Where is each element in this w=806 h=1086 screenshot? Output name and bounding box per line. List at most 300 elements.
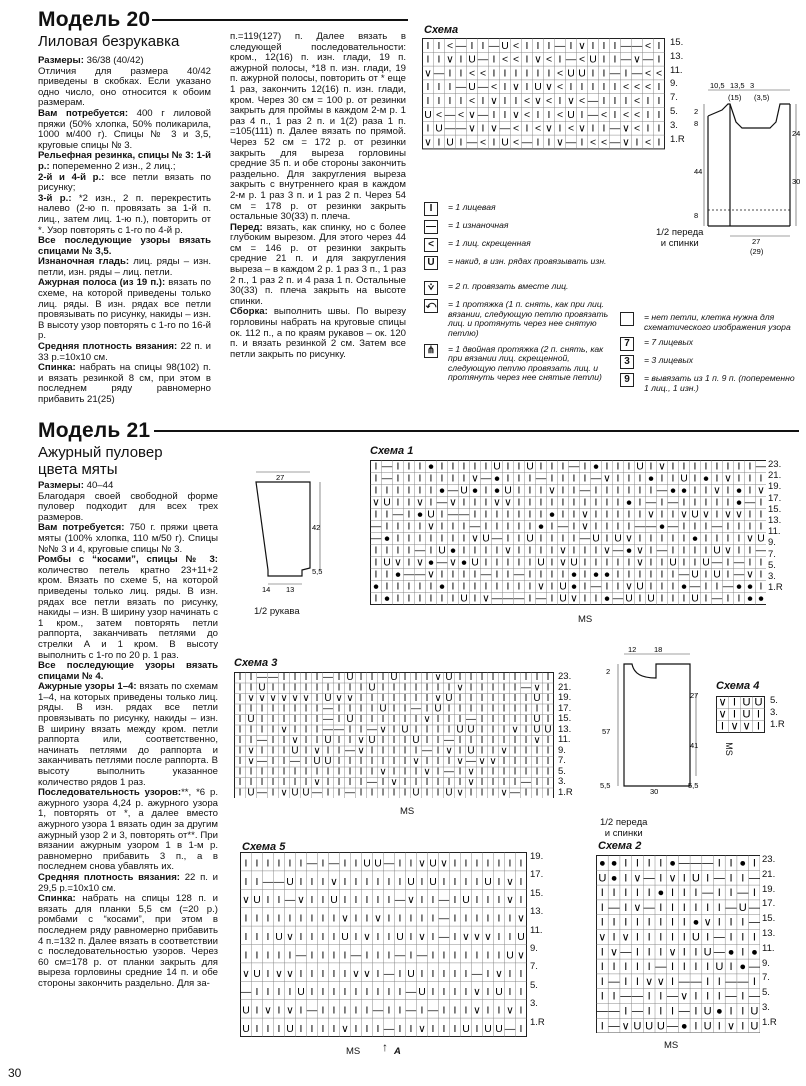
dim-12: 27 [752,237,761,246]
stitch-symbol: — [345,787,355,798]
stitch-symbol: I [387,913,391,925]
stitch-symbol: ∨ [495,968,503,980]
stitch-symbol: I [414,724,418,736]
paragraph-text: набрать на спицы 128 п. и вязать для планки 5,5 см (=20 р.) ромбами с “косами”, при этом в последнем ряду равномерно прибавить 4 п.=132 п. Далее вязать в соответствии с последовательностью узоров. Через 60 см=178 р. от планки закрыть для выреза горловины средние 14 п. и обе стороны закончить раздельно. Для за- [38,893,219,989]
stitch-symbol: U [567,109,575,121]
stitch-symbol: I [519,876,523,888]
stitch-symbol: I [315,672,319,684]
stitch-symbol: I [550,581,554,593]
stitch-symbol: I [475,1023,479,1035]
stitch-symbol: I [550,569,554,581]
stitch-symbol: I [627,461,631,473]
row-number: 13. [530,906,544,918]
stitch-symbol: U [341,931,349,943]
paragraph [38,151,211,172]
stitch-symbol: — [642,54,654,66]
stitch-symbol: ∨ [335,693,343,705]
stitch-symbol: I [539,569,543,581]
stitch-symbol: — [521,777,531,789]
stitch-symbol: I [528,557,532,569]
stitch-symbol: I [249,672,253,684]
stitch-symbol: I [591,82,595,94]
stitch-symbol: I [418,473,422,485]
stitch-symbol: U [427,509,435,521]
stitch-symbol: — [666,990,679,1003]
stitch-symbol: I [453,876,457,888]
stitch-symbol: I [447,777,451,789]
stitch-symbol: I [484,545,488,557]
stitch-symbol: I [282,714,286,726]
schema2-grid [596,855,760,1033]
row-number: 15. [530,887,544,899]
paragraph-text: Благодаря своей свободной форме пуловер подходит для всех трех размеров. [38,490,218,523]
stitch-symbol: I [442,1005,446,1017]
stitch-symbol: U [286,1023,294,1035]
stitch-symbol: I [407,557,411,569]
stitch-symbol: I [238,735,242,747]
schema3-grid [234,672,556,798]
stitch-symbol: ∨ [379,766,387,778]
stitch-symbol: I [374,593,378,605]
stitch-symbol: I [376,987,380,999]
stitch-symbol: — [620,40,632,52]
stitch-symbol: I [458,766,462,778]
stitch-symbol: — [702,857,714,870]
stitch-symbol: I [729,1005,733,1018]
stitch-symbol: I [244,876,248,888]
stitch-symbol: I [293,724,297,736]
stitch-symbol: I [271,682,275,694]
stitch-symbol: — [713,946,725,959]
stitch-symbol: I [343,858,347,870]
stitch-symbol: ∨ [449,557,457,569]
stitch-symbol: I [627,485,631,497]
row-number: 3. [670,119,678,131]
stitch-symbol: I [649,485,653,497]
stitch-symbol: I [486,858,490,870]
stitch-symbol: — [590,473,602,485]
stitch-symbol: I [539,497,543,509]
stitch-symbol: — [422,745,432,757]
body-dim-7: 5,5 [600,781,611,790]
stitch-symbol: I [365,950,369,962]
paragraph [230,32,406,223]
stitch-symbol: I [600,1020,604,1033]
stitch-symbol: < [600,137,608,149]
stitch-symbol: I [726,593,730,605]
stitch-symbol: I [403,766,407,778]
stitch-symbol: I [238,714,242,726]
stitch-symbol: I [447,682,451,694]
stitch-symbol: I [491,672,495,684]
stitch-symbol: I [503,95,507,107]
stitch-symbol: I [473,581,477,593]
stitch-symbol: I [448,82,452,94]
stitch-symbol: I [502,682,506,694]
row-number: 13. [558,723,572,735]
stitch-symbol: I [519,1005,523,1017]
stitch-symbol: I [539,545,543,557]
stitch-symbol: ∨ [482,593,490,605]
stitch-symbol: < [545,54,553,66]
stitch-symbol: I [612,887,616,900]
paragraph-text: 22 п. и 33 р.=10х10 см. [38,341,211,363]
stitch-symbol: I [638,569,642,581]
stitch-symbol: I [613,109,617,121]
stitch-symbol: I [605,509,609,521]
stitch-symbol: I [647,946,651,959]
stitch-symbol: I [271,714,275,726]
stitch-symbol: ∨ [621,1020,630,1033]
stitch-symbol: ∨ [394,557,402,569]
stitch-symbol: I [431,950,435,962]
stitch-symbol: I [503,82,507,94]
stitch-symbol: I [398,876,402,888]
stitch-symbol: I [407,485,411,497]
stitch-symbol: I [321,931,325,943]
stitch-symbol: I [293,672,297,684]
stitch-symbol: I [535,745,539,757]
stitch-symbol: I [748,509,752,521]
stitch-symbol: ∨ [730,720,739,733]
stitch-symbol: I [649,461,653,473]
body-sketch [598,644,708,794]
stitch-symbol: I [277,1023,281,1035]
stitch-symbol: — [748,916,760,929]
stitch-symbol: ● [669,857,676,870]
stitch-symbol: I [759,521,763,533]
stitch-symbol: ∨ [559,557,567,569]
stitch-symbol: I [660,509,664,521]
stitch-symbol: I [310,987,314,999]
stitch-symbol: — [480,473,492,485]
stitch-symbol: I [447,756,451,768]
paragraph-text: 22 п. и 29,5 р.=10х10 см. [38,871,218,894]
stitch-symbol: I [657,82,661,94]
stitch-symbol: I [647,887,651,900]
stitch-symbol: I [602,82,606,94]
stitch-symbol: I [418,485,422,497]
stitch-symbol: I [594,497,598,509]
stitch-symbol: I [536,68,540,80]
stitch-symbol: ● [449,545,457,557]
model20-text-column-1 [38,56,211,406]
paragraph-heading: Сборка: [230,306,268,318]
stitch-symbol: I [605,521,609,533]
paragraph-heading: Средняя плотность вязания: [38,871,180,883]
stitch-symbol: I [506,521,510,533]
body-dim-2: 18 [654,645,663,654]
stitch-symbol: I [602,95,606,107]
stitch-symbol: I [271,756,275,768]
stitch-symbol: I [659,1005,663,1018]
stitch-symbol: ● [680,1020,688,1033]
stitch-symbol: ∨ [467,777,475,789]
stitch-symbol: I [459,68,463,80]
stitch-symbol: I [480,714,484,726]
stitch-symbol: I [310,1023,314,1035]
stitch-symbol: I [759,497,763,509]
stitch-symbol: — [667,497,679,509]
stitch-symbol: ∨ [473,931,481,943]
stitch-symbol: ∨ [621,931,630,944]
stitch-symbol: I [694,990,698,1003]
stitch-symbol: ● [427,557,435,569]
stitch-symbol: — [620,946,632,959]
stitch-symbol: I [671,961,675,974]
stitch-symbol: I [720,720,725,733]
stitch-symbol: I [469,672,473,684]
stitch-symbol: I [495,521,499,533]
stitch-symbol: I [381,693,385,705]
stitch-symbol: < [457,109,465,121]
paragraph-heading: Последовательность узоров: [38,787,182,799]
stitch-symbol: I [517,533,521,545]
stitch-symbol: ∨ [757,485,765,497]
stitch-symbol: ● [603,569,611,581]
stitch-symbol: ∨ [680,509,688,521]
row-number: 3. [530,998,538,1010]
row-number: 15. [768,503,782,515]
legend-text: = вывязать из 1 п. 9 п. (попеременно 1 лиц., 1 изн.) [644,373,795,393]
stitch-symbol: ∨ [434,693,442,705]
stitch-symbol: U [645,1020,654,1033]
stitch-symbol: I [624,68,628,80]
stitch-symbol: ∨ [489,756,497,768]
stitch-symbol: I [451,461,455,473]
stitch-symbol: I [569,40,573,52]
stitch-symbol: I [447,703,451,715]
stitch-symbol: I [613,82,617,94]
stitch-symbol: I [370,714,374,726]
stitch-symbol: < [435,109,443,121]
stitch-symbol: I [407,509,411,521]
paragraph-text: 36/38 (40/42) [83,55,144,66]
stitch-symbol: — [268,672,278,684]
stitch-symbol: I [638,497,642,509]
stitch-symbol: I [671,581,675,593]
stitch-symbol: I [528,593,532,605]
stitch-symbol: I [282,745,286,757]
stitch-symbol: ∨ [313,745,321,757]
stitch-symbol: ∨ [418,931,426,943]
stitch-symbol: ∨ [742,720,751,733]
stitch-symbol: U [379,703,387,715]
row-number: 19. [558,692,572,703]
paragraph-text: выполнить швы. По вырезу горловины набрать на круговые спицы ок. 112 п., а по краям рукавов – ок. 120 п. и вязать резинкой 2 см. Затем все петли закрыть по рисунку. [230,306,406,360]
stitch-symbol: ∨ [291,693,299,705]
stitch-symbol: I [398,858,402,870]
stitch-symbol: I [403,703,407,715]
stitch-symbol: I [481,95,485,107]
stitch-symbol: I [453,895,457,907]
stitch-symbol: I [561,497,565,509]
stitch-symbol: I [392,724,396,736]
stitch-symbol: I [381,682,385,694]
stitch-symbol: — [612,593,624,605]
stitch-symbol: I [396,485,400,497]
stitch-symbol: — [565,54,577,66]
stitch-symbol: I [304,714,308,726]
stitch-symbol: ∨ [379,724,387,736]
row-number: 11. [530,924,543,936]
stitch-symbol: I [649,581,653,593]
stitch-symbol: I [238,724,242,736]
stitch-symbol: — [755,461,766,473]
stitch-symbol: — [744,497,756,509]
stitch-symbol: ∨ [724,473,732,485]
stitch-symbol: — [609,137,621,149]
stitch-symbol: I [385,509,389,521]
stitch-symbol: I [464,876,468,888]
stitch-symbol: ∨ [357,745,365,757]
stitch-symbol: U [468,54,476,66]
stitch-symbol: I [271,766,275,778]
stitch-symbol: I [693,545,697,557]
stitch-symbol: U [517,931,525,943]
stitch-symbol: I [486,895,490,907]
stitch-symbol: — [609,123,621,135]
stitch-symbol: I [326,745,330,757]
stitch-symbol: I [462,581,466,593]
stitch-symbol: U [754,696,763,709]
stitch-symbol: I [396,461,400,473]
stitch-symbol: U [669,557,677,569]
stitch-symbol: ∨ [506,895,514,907]
stitch-symbol: I [671,473,675,485]
stitch-symbol: < [633,109,641,121]
stitch-symbol: ∨ [493,497,501,509]
paragraph-text: п.=119(127) п. Далее вязать в следующей последовательности: кром., 12(16) п. изн. глади, 19 п. ажурной полосы, *18 п. изн. глади, 19 п. ажурной полосы, повторить от * еще 1 раз, закончить 12(16) п. изн. глади, кром. Через 30 см = 100 р. от резинки закрыть для проймы в каждом 2-м р. 1 раз 4 п., 1 раз 2 п. и 1(2) раза 1 п. =105(111) п. Далее вязать по прямой. Через 52 см = 172 р. от резинки закрыть для выреза горловины средние 35 п. и обе стороны закончить раздельно. Для закругления выреза закрыть с внутреннего края в каждом 2-м р. 1 раз 3 п. и 1 раз 2 п. Через 54 см = 178 р. от резинки закрыть остальные 30(33) п. плеча. [230,31,406,223]
body-dim-8: 5,5 [688,781,699,790]
stitch-symbol: I [706,990,710,1003]
stitch-symbol: I [706,931,710,944]
stitch-symbol: ∨ [512,82,520,94]
stitch-symbol: I [469,693,473,705]
stitch-symbol: I [600,916,604,929]
stitch-symbol: I [737,521,741,533]
stitch-symbol: I [321,858,325,870]
stitch-symbol: ∨ [548,485,556,497]
stitch-symbol: I [682,901,686,914]
stitch-symbol: I [737,545,741,557]
stitch-symbol: — [711,521,723,533]
stitch-symbol: — [748,990,760,1003]
row-number: 7. [530,961,538,973]
stitch-symbol: — [411,703,421,715]
stitch-symbol: U [412,787,420,798]
stitch-symbol: I [704,593,708,605]
stitch-symbol: I [321,1005,325,1017]
stitch-symbol: U [614,533,622,545]
stitch-symbol: I [315,703,319,715]
stitch-symbol: I [436,787,440,798]
stitch-symbol: U [567,68,575,80]
stitch-symbol: ● [383,533,391,545]
stitch-symbol: I [503,68,507,80]
stitch-symbol: < [578,54,586,66]
stitch-symbol: I [682,521,686,533]
paragraph-heading: Ажурные узоры 1–4: [38,681,137,693]
stitch-symbol: I [657,54,661,66]
stitch-symbol: I [704,533,708,545]
stitch-symbol: I [418,581,422,593]
stitch-symbol: I [255,913,259,925]
stitch-symbol: U [368,735,376,747]
stitch-symbol: I [497,931,501,943]
stitch-symbol: ∨ [724,509,732,521]
stitch-symbol: — [678,975,690,988]
stitch-symbol: — [702,887,714,900]
stitch-symbol: I [277,987,281,999]
stitch-symbol: I [605,497,609,509]
stitch-symbol: I [429,485,433,497]
stitch-symbol: — [499,123,511,135]
stitch-symbol: ∨ [407,895,415,907]
stitch-symbol: I [484,557,488,569]
stitch-symbol: — [381,473,393,485]
stitch-symbol: U [446,137,454,149]
stitch-symbol: U [495,987,503,999]
legend-text: = 1 лиц. скрещенная [448,238,531,248]
stitch-symbol: — [438,895,450,907]
stitch-symbol: I [436,724,440,736]
stitch-symbol: I [704,545,708,557]
paragraph [38,555,218,661]
stitch-symbol: I [266,931,270,943]
model20-sketch-caption: 1/2 переда и спинки [656,227,704,249]
stitch-symbol: U [434,703,442,715]
stitch-symbol: I [381,714,385,726]
stitch-symbol: I [288,987,292,999]
stitch-symbol: I [396,473,400,485]
stitch-symbol: ∨ [427,569,435,581]
row-number: 21. [768,470,782,482]
stitch-symbol: — [656,545,668,557]
paragraph [38,363,211,405]
stitch-symbol: ∨ [247,756,255,768]
stitch-symbol: I [513,714,517,726]
stitch-symbol: ∨ [418,1023,426,1035]
stitch-symbol: I [420,1005,424,1017]
row-number: 11. [762,942,775,954]
stitch-symbol: I [729,931,733,944]
stitch-symbol: < [567,123,575,135]
stitch-symbol: I [387,876,391,888]
stitch-symbol: I [266,913,270,925]
stitch-symbol: ∨ [724,545,732,557]
stitch-symbol: ∨ [416,497,424,509]
stitch-symbol: I [431,968,435,980]
stitch-symbol: U [291,787,299,798]
paragraph [38,342,211,363]
stitch-symbol: I [431,987,435,999]
stitch-symbol: U [412,735,420,747]
stitch-symbol: U [424,109,432,121]
stitch-symbol: U [368,682,376,694]
stitch-symbol: I [694,901,698,914]
stitch-symbol: — [466,137,478,149]
stitch-symbol: I [321,968,325,980]
stitch-symbol: ∨ [633,901,642,914]
stitch-symbol: I [282,682,286,694]
stitch-symbol: I [354,1023,358,1035]
stitch-symbol: — [713,872,725,885]
paragraph-heading: Размеры: [38,480,84,491]
stitch-symbol: U [647,593,655,605]
stitch-symbol: I [616,461,620,473]
stitch-symbol: I [458,693,462,705]
